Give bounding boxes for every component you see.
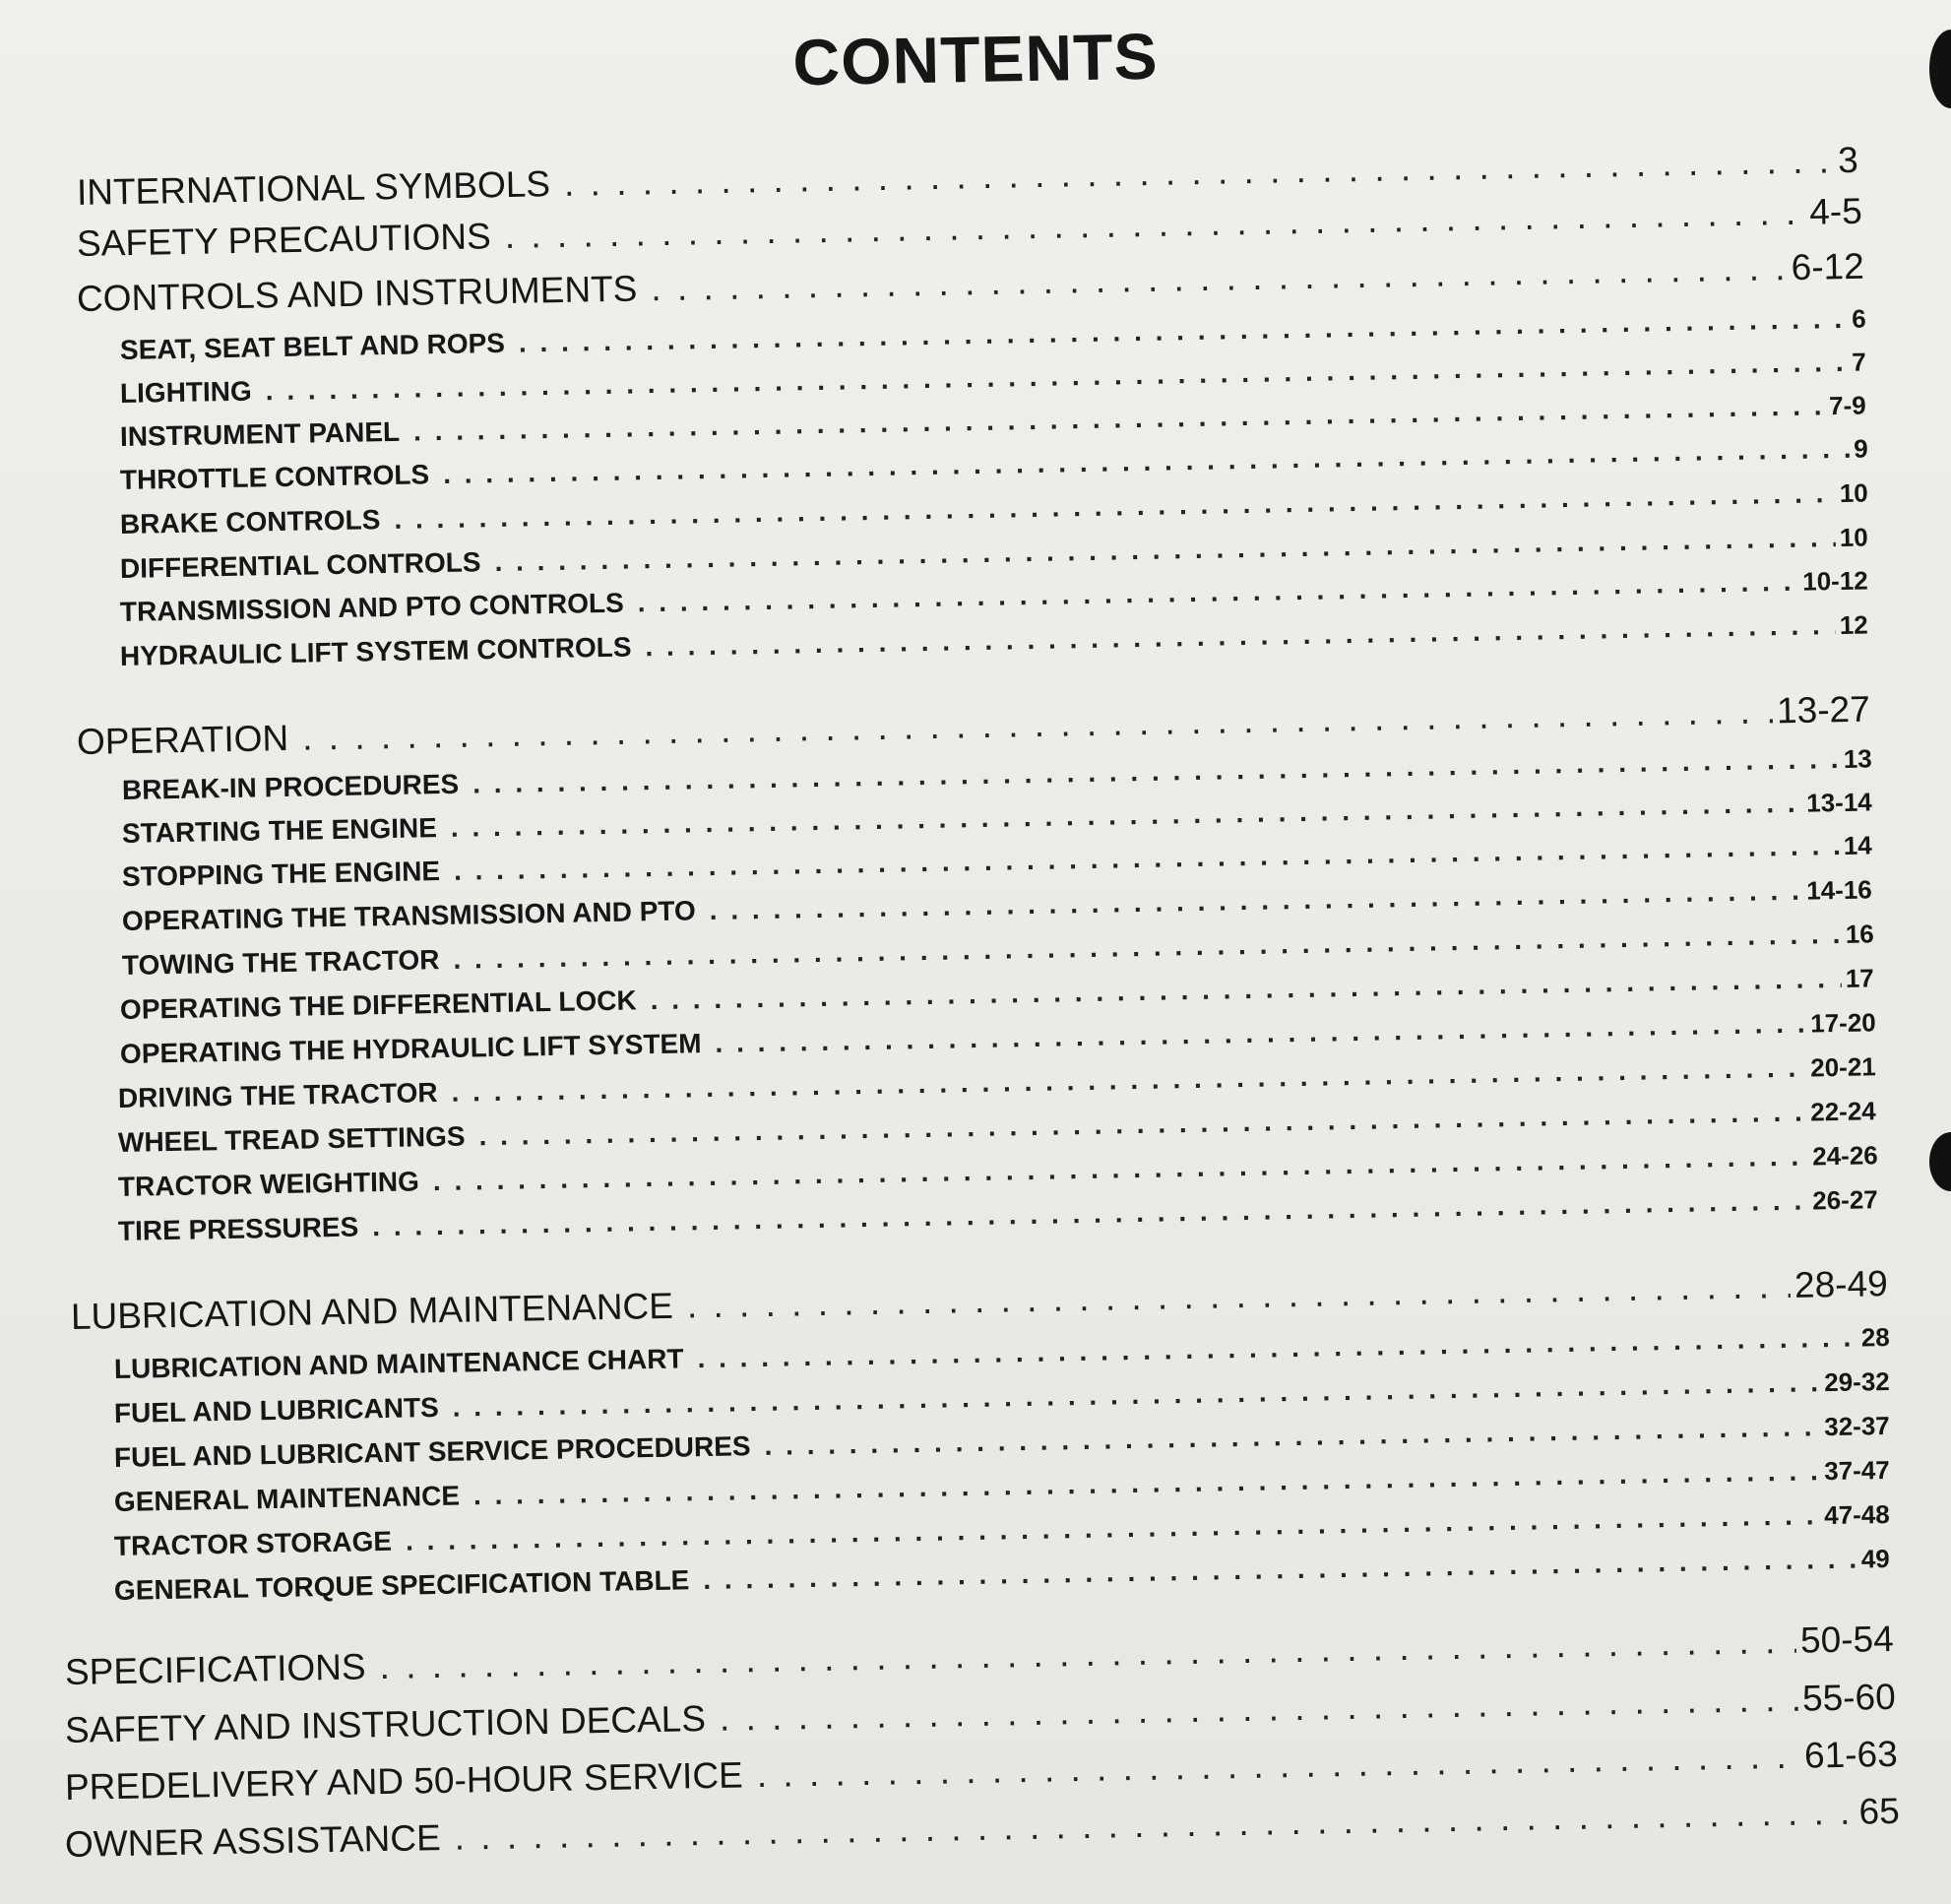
toc-item-label: GENERAL TORQUE SPECIFICATION TABLE — [113, 1564, 690, 1606]
toc-item-label: OPERATING THE DIFFERENTIAL LOCK — [119, 984, 637, 1025]
page-title: CONTENTS — [791, 19, 1160, 99]
toc-item-label: OPERATING THE HYDRAULIC LIFT SYSTEM — [119, 1028, 702, 1069]
toc-leader-dots — [697, 1322, 1857, 1375]
toc-item-label: DIFFERENTIAL CONTROLS — [119, 546, 481, 584]
toc-leader-dots — [756, 1736, 1800, 1796]
toc-page-number: 9 — [1853, 433, 1868, 464]
toc-page-number: 10 — [1839, 477, 1868, 508]
toc-page-number: 14-16 — [1805, 874, 1872, 906]
toc-item-label: BRAKE CONTROLS — [119, 504, 381, 539]
toc-leader-dots — [686, 1265, 1791, 1327]
toc-page-number: 7 — [1851, 347, 1866, 377]
toc-page-number: 13-27 — [1776, 688, 1871, 731]
toc-item-label: THROTTLE CONTROLS — [119, 459, 430, 495]
toc-item-label: LIGHTING — [119, 375, 253, 409]
toc-item-label: BREAK-IN PROCEDURES — [121, 768, 460, 805]
toc-page-number: 32-37 — [1823, 1410, 1890, 1442]
toc-leader-dots — [637, 566, 1798, 619]
toc-page-number: 16 — [1845, 919, 1874, 949]
toc-section-label: SPECIFICATIONS — [64, 1646, 366, 1692]
toc-item-label: STARTING THE ENGINE — [121, 812, 438, 849]
toc-leader-dots — [454, 1792, 1856, 1859]
toc-page-number: 24-26 — [1811, 1140, 1878, 1172]
toc-page-number: 14 — [1843, 830, 1872, 860]
toc-page-number: 55-60 — [1801, 1676, 1897, 1719]
toc-page-number: 6-12 — [1791, 245, 1865, 288]
toc-item-label: HYDRAULIC LIFT SYSTEM CONTROLS — [119, 631, 632, 671]
toc-page-number: 13 — [1843, 743, 1872, 774]
toc-leader-dots — [709, 875, 1802, 926]
toc-section-label: PREDELIVERY AND 50-HOUR SERVICE — [64, 1754, 744, 1808]
toc-page-number: 10 — [1839, 522, 1868, 552]
toc-page-number: 61-63 — [1803, 1733, 1899, 1776]
toc-section-label: OPERATION — [76, 718, 289, 762]
toc-section-label: SAFETY AND INSTRUCTION DECALS — [64, 1698, 707, 1750]
toc-page-number: 37-47 — [1823, 1454, 1890, 1487]
toc-page-number: 12 — [1839, 609, 1868, 640]
toc-section-label: LUBRICATION AND MAINTENANCE — [70, 1285, 674, 1337]
toc-page-number: 4-5 — [1808, 190, 1863, 232]
toc-page-number: 29-32 — [1823, 1365, 1890, 1398]
toc-leader-dots — [379, 1620, 1796, 1687]
toc-page-number: 22-24 — [1809, 1096, 1876, 1127]
toc-item-label: WHEEL TREAD SETTINGS — [117, 1120, 466, 1158]
toc-section-label: SAFETY PRECAUTIONS — [76, 216, 492, 264]
toc-section-label: CONTROLS AND INSTRUMENTS — [76, 268, 638, 319]
toc-leader-dots — [703, 1544, 1857, 1596]
toc-item-label: TRANSMISSION AND PTO CONTROLS — [119, 587, 624, 627]
toc-item-label: TRACTOR WEIGHTING — [117, 1166, 420, 1202]
toc-item-label: GENERAL MAINTENANCE — [113, 1480, 461, 1517]
toc-page-number: 6 — [1851, 303, 1866, 334]
toc-page-number: 10-12 — [1801, 565, 1868, 597]
toc-page-number: 50-54 — [1799, 1618, 1895, 1661]
toc-item-label: TOWING THE TRACTOR — [121, 944, 440, 981]
toc-section-label: OWNER ASSISTANCE — [64, 1817, 442, 1865]
toc-page-number: 3 — [1837, 139, 1859, 181]
toc-page-number: 13-14 — [1805, 787, 1872, 818]
toc-page-number: 17-20 — [1809, 1007, 1876, 1039]
toc-page-number: 28-49 — [1794, 1263, 1889, 1305]
toc-item-label: LUBRICATION AND MAINTENANCE CHART — [113, 1343, 684, 1384]
toc-leader-dots — [645, 609, 1836, 663]
toc-leader-dots — [720, 1679, 1799, 1740]
toc-page-number: 7-9 — [1828, 390, 1866, 421]
toc-page-number: 20-21 — [1809, 1051, 1876, 1083]
toc-item-label: FUEL AND LUBRICANT SERVICE PROCEDURES — [113, 1430, 751, 1473]
toc-page-number: 65 — [1858, 1790, 1901, 1832]
toc-item-label: FUEL AND LUBRICANTS — [113, 1391, 439, 1428]
toc-item-label: TRACTOR STORAGE — [113, 1525, 393, 1561]
toc-page-number: 26-27 — [1811, 1184, 1878, 1216]
toc-leader-dots — [764, 1411, 1820, 1462]
toc-item-label: DRIVING THE TRACTOR — [117, 1077, 438, 1113]
toc-section-label: INTERNATIONAL SYMBOLS — [76, 163, 551, 213]
toc-item-label: INSTRUMENT PANEL — [119, 415, 401, 452]
toc-leader-dots — [650, 963, 1842, 1016]
toc-page-number: 49 — [1860, 1543, 1890, 1574]
toc-page-number: 28 — [1860, 1321, 1890, 1353]
toc-page-number: 17 — [1845, 963, 1874, 993]
toc-item-label: SEAT, SEAT BELT AND ROPS — [119, 327, 506, 365]
toc-item-label: TIRE PRESSURES — [117, 1211, 359, 1246]
toc-leader-dots — [651, 247, 1788, 309]
toc-page-number: 47-48 — [1823, 1498, 1890, 1531]
toc-item-label: OPERATING THE TRANSMISSION AND PTO — [121, 895, 697, 936]
toc-leader-dots — [715, 1008, 1806, 1059]
toc-item-label: STOPPING THE ENGINE — [121, 856, 441, 892]
